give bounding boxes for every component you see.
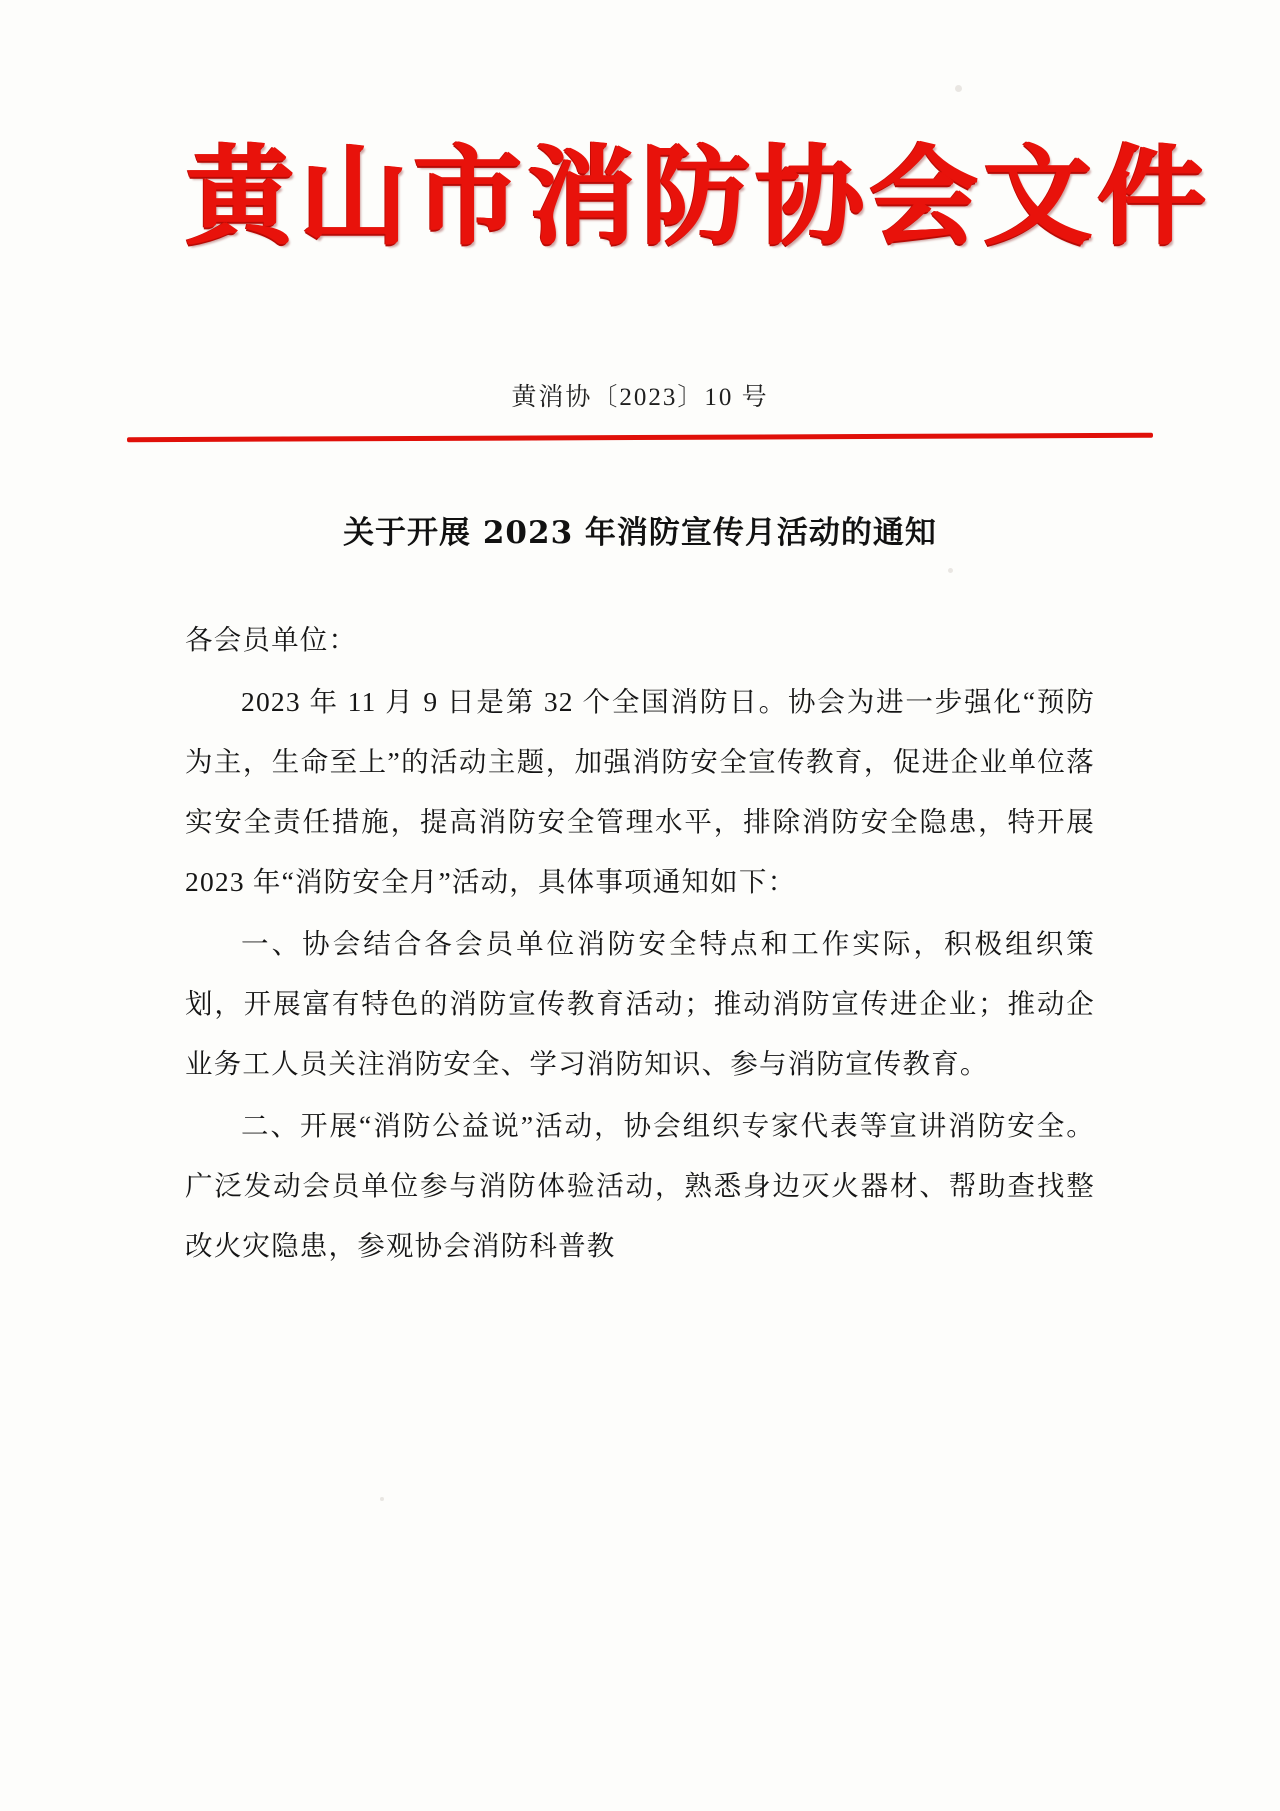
- scan-speck: [380, 1497, 384, 1501]
- masthead: [185, 0, 1212, 260]
- scan-speck: [948, 568, 953, 573]
- red-divider: [185, 435, 1095, 445]
- body-paragraph: 二、开展“消防公益说”活动，协会组织专家代表等宣讲消防安全。广泛发动会员单位参与消防体验活动，熟悉身边灭火器材、帮助查找整改火灾隐患，参观协会消防科普教: [185, 1110, 1095, 1262]
- body-paragraph: 2023 年 11 月 9 日是第 32 个全国消防日。协会为进一步强化“预防为主，生命至上”的活动主题，加强消防安全宣传教育，促进企业单位落实安全责任措施，提高消防安全管理水平，排除消防安全隐患，特开展 2023 年“消防安全月”活动，具体事项通知如下：: [185, 686, 1095, 898]
- scan-speck: [955, 85, 962, 92]
- body-paragraph: 一、协会结合各会员单位消防安全特点和工作实际，积极组织策划，开展富有特色的消防宣传教育活动；推动消防宣传进企业；推动企业务工人员关注消防安全、学习消防知识、参与消防宣传教育。: [185, 928, 1095, 1080]
- red-divider-line: [127, 433, 1153, 442]
- document-body: [185, 610, 1095, 1276]
- document-number: 黄消协〔2023〕10 号: [511, 384, 769, 412]
- salutation: 各会员单位：: [185, 624, 358, 656]
- page-title: 关于开展 2023 年消防宣传月活动的通知: [343, 515, 937, 552]
- masthead-title: 黄山市消防协会文件: [185, 134, 1212, 260]
